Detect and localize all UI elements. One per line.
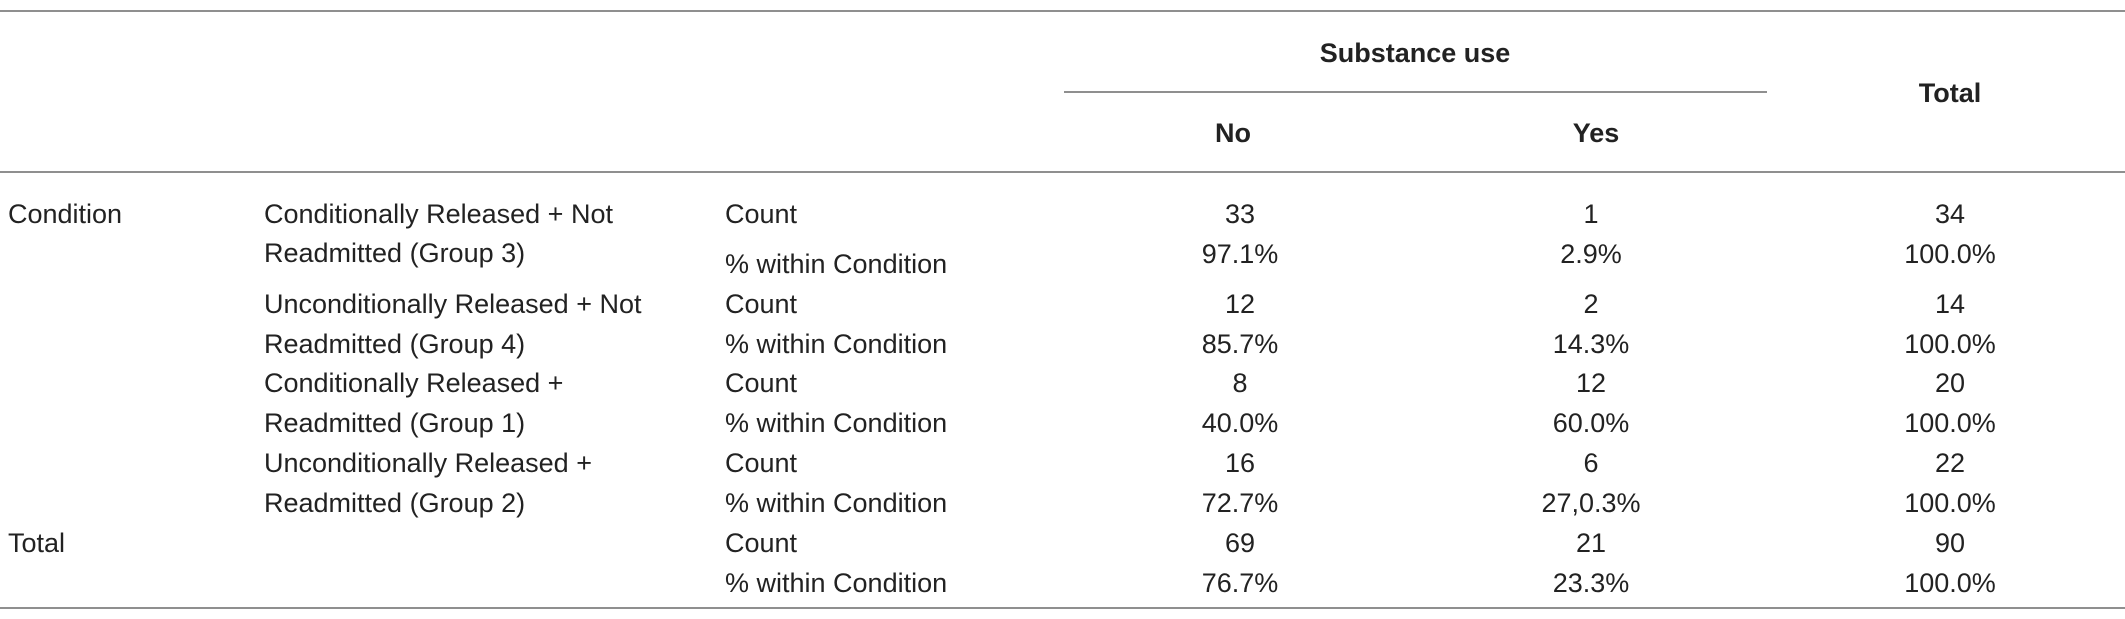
count-yes: 2 (1583, 289, 1599, 319)
substance-use-span-rule (1064, 91, 1767, 93)
column-header-no: No (1215, 118, 1251, 148)
count-label: Count (725, 199, 798, 229)
substance-use-header: Substance use (1319, 38, 1511, 68)
condition-row-label: Condition (8, 199, 123, 229)
group-name-line2: Readmitted (Group 3) (264, 238, 526, 268)
count-yes: 21 (1575, 528, 1607, 558)
count-total: 14 (1934, 289, 1966, 319)
count-label: Count (725, 528, 798, 558)
count-total: 20 (1934, 368, 1966, 398)
group-name-line1: Conditionally Released + Not (264, 199, 613, 229)
pct-total: 100.0% (1904, 488, 1996, 518)
pct-total: 100.0% (1904, 408, 1996, 438)
count-no: 69 (1224, 528, 1256, 558)
count-no: 16 (1224, 448, 1256, 478)
pct-total: 100.0% (1904, 239, 1996, 269)
count-label: Count (725, 289, 798, 319)
count-label: Count (725, 368, 798, 398)
table-bottom-rule (0, 607, 2125, 609)
group-name-line1: Unconditionally Released + Not (264, 289, 642, 319)
pct-no: 97.1% (1201, 239, 1279, 269)
pct-yes: 60.0% (1552, 408, 1630, 438)
pct-no: 72.7% (1201, 488, 1279, 518)
pct-yes: 2.9% (1560, 239, 1622, 269)
pct-yes: 14.3% (1552, 329, 1630, 359)
pct-total: 100.0% (1904, 329, 1996, 359)
count-total: 34 (1934, 199, 1966, 229)
pct-label: % within Condition (725, 329, 948, 359)
group-name-line2: Readmitted (Group 4) (264, 329, 526, 359)
column-header-yes: Yes (1572, 118, 1620, 148)
pct-label: % within Condition (725, 408, 948, 438)
table-top-rule (0, 10, 2125, 12)
group-name-line2: Readmitted (Group 2) (264, 488, 526, 518)
count-yes: 6 (1583, 448, 1599, 478)
pct-no: 40.0% (1201, 408, 1279, 438)
count-yes: 12 (1575, 368, 1607, 398)
column-header-total: Total (1918, 78, 1982, 108)
total-row-label: Total (8, 528, 66, 558)
pct-label: % within Condition (725, 568, 948, 598)
header-bottom-rule (0, 171, 2125, 173)
group-name-line2: Readmitted (Group 1) (264, 408, 526, 438)
group-name-line1: Unconditionally Released + (264, 448, 592, 478)
group-name-line1: Conditionally Released + (264, 368, 564, 398)
pct-yes: 27,0.3% (1541, 488, 1641, 518)
pct-no: 76.7% (1201, 568, 1279, 598)
pct-yes: 23.3% (1552, 568, 1630, 598)
count-no: 8 (1232, 368, 1248, 398)
count-label: Count (725, 448, 798, 478)
count-no: 12 (1224, 289, 1256, 319)
pct-total: 100.0% (1904, 568, 1996, 598)
count-total: 90 (1934, 528, 1966, 558)
count-yes: 1 (1583, 199, 1599, 229)
pct-label: % within Condition (725, 249, 948, 279)
pct-label: % within Condition (725, 488, 948, 518)
count-total: 22 (1934, 448, 1966, 478)
count-no: 33 (1224, 199, 1256, 229)
pct-no: 85.7% (1201, 329, 1279, 359)
